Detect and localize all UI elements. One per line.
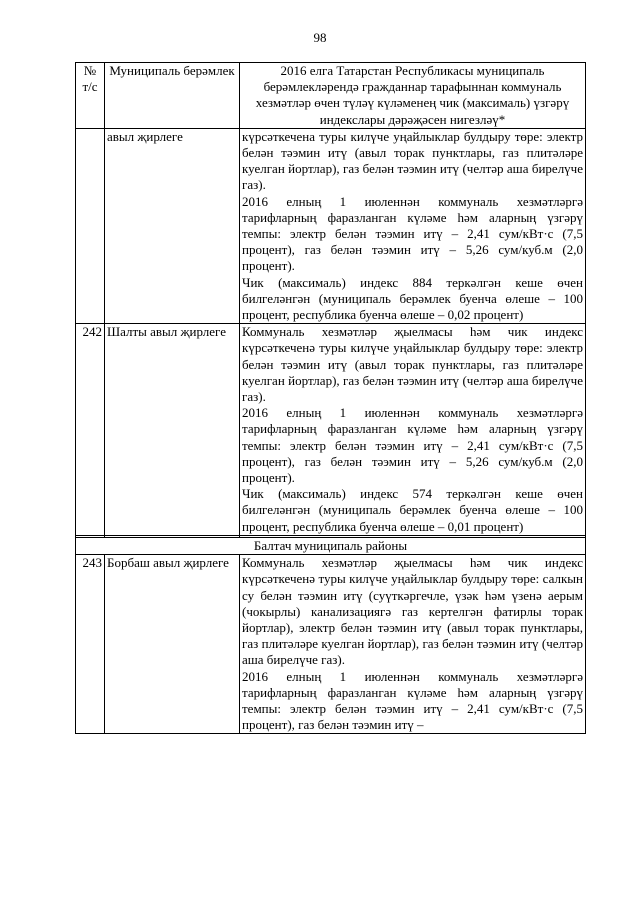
section-title: Балтач муниципаль районы — [76, 537, 586, 554]
header-number: № т/с — [76, 63, 105, 129]
table-row — [76, 128, 586, 323]
row-number: 242 — [76, 324, 105, 536]
text-paragraph: күрсәткечена туры килүче уңайлыклар булдыру төре: электр белән тәэмин итү (авыл торак пунктлары, газ плитәләре куелган йортлар), газ белән тәэмин итү (челтәр аша бирелүче газ). — [242, 128, 583, 193]
text-paragraph: Коммуналь хезмәтләр җыелмасы һәм чик индекс күрсәткеченә туры килүче уңайлыклар булдыру төре: электр белән тәэмин итү (авыл торак пунктлары, газ плитәләре куелган йортлар), газ белән тәэмин итү (челтәр аша бирелүче газ). — [242, 324, 583, 405]
justification-text — [240, 324, 586, 536]
municipality-name: Борбаш авыл җирлеге — [105, 555, 240, 734]
page-number: 98 — [313, 30, 327, 45]
text-paragraph: Чик (максималь) индекс 884 теркәлгән кеше өчен билгеләнгән (муниципаль берәмлек буенча өлеше – 100 процент, республика буенча өлеше – 0,02 процент) — [242, 274, 583, 323]
justification-text — [240, 555, 586, 734]
header-municipality: Муниципаль берәмлек — [105, 63, 240, 129]
municipality-name: авыл җирлеге — [105, 128, 240, 323]
municipality-name: Шалты авыл җирлеге — [105, 324, 240, 536]
section-row — [76, 537, 586, 554]
text-paragraph: Коммуналь хезмәтләр җыелмасы һәм чик индекс күрсәткеченә туры килүче уңайлыклар булдыру төре: салкын су белән тәэмин итү (суүткәргечле, үзәк һәм үзенә аерым (чокырлы) канализациягә газ кертелгән фатирлы торак йортлар), электр белән тәэмин итү (авыл торак пунктлары, газ плитәләре куелган йортлар), газ белән тәэмин итү (челтәр аша бирелүче газ). — [242, 555, 583, 668]
tariff-index-table — [75, 62, 586, 734]
header-justification: 2016 елга Татарстан Республикасы муниципаль берәмлекләрендә гражданнар тарафыннан коммуналь хезмәтләр өчен түләү күләменең чик (максималь) үзгәрү индекслары дәрәҗәсен нигезләү* — [240, 63, 586, 129]
text-paragraph: Чик (максималь) индекс 574 теркәлгән кеше өчен билгеләнгән (муниципаль берәмлек буенча өлеше – 100 процент, республика буенча өлеше – 0,01 процент) — [242, 486, 583, 534]
text-paragraph: 2016 елның 1 июленнән коммуналь хезмәтләргә тарифларның фаразланган күләме һәм аларның үзгәрү темпы: электр белән тәэмин итү – 2,41 сум/кВт·с (7,5 процент), газ белән тәэмин итү – 5,26 сум/куб.м (2,0 процент). — [242, 405, 583, 486]
text-paragraph: 2016 елның 1 июленнән коммуналь хезмәтләргә тарифларның фаразланган күләме һәм аларның үзгәрү темпы: электр белән тәэмин итү – 2,41 сум/кВт·с (7,5 процент), газ белән тәэмин итү – — [242, 668, 583, 733]
row-number — [76, 128, 105, 323]
text-paragraph: 2016 елның 1 июленнән коммуналь хезмәтләргә тарифларның фаразланган күләме һәм аларның үзгәрү темпы: электр белән тәэмин итү – 2,41 сум/кВт·с (7,5 процент), газ белән тәэмин итү – 5,26 сум/куб.м (2,0 процент). — [242, 193, 583, 274]
table-row — [76, 324, 586, 536]
table-header-row — [76, 63, 586, 129]
table-row — [76, 555, 586, 734]
row-number: 243 — [76, 555, 105, 734]
justification-text — [240, 128, 586, 323]
